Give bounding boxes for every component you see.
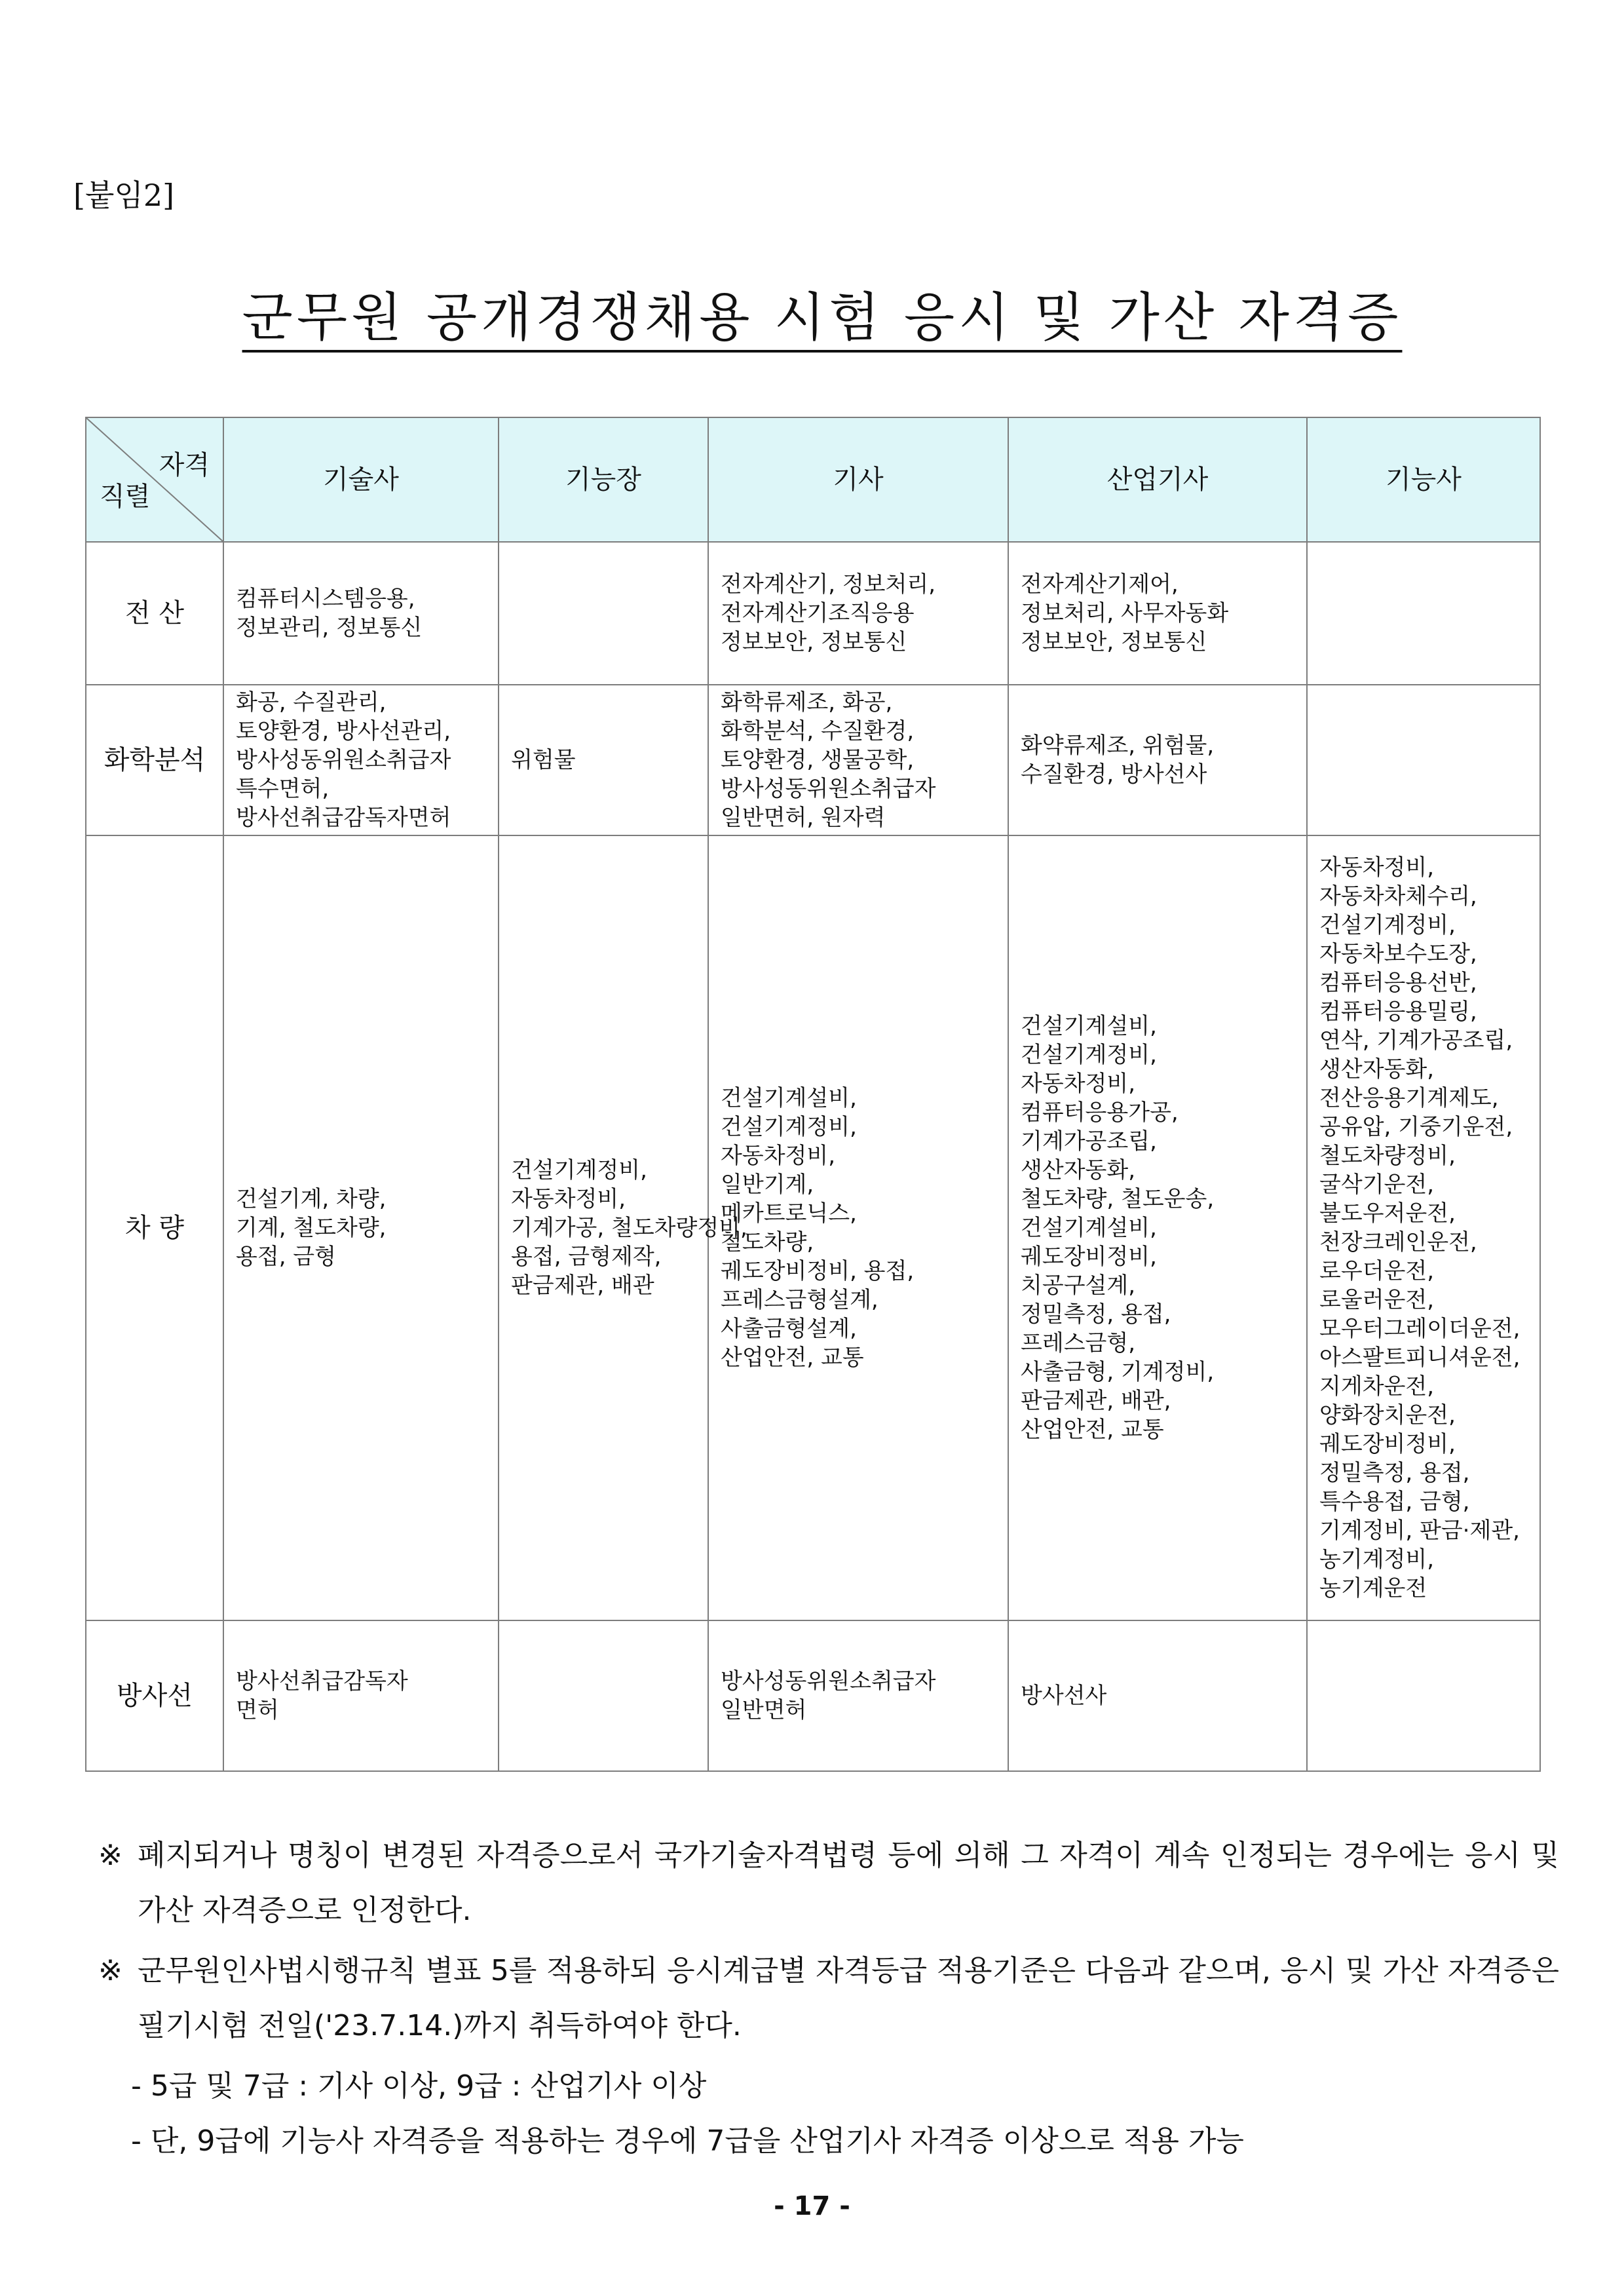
cell-line: 면허 [236,1697,279,1723]
note-mark: ※ [98,1839,123,1872]
table-cell [499,685,708,835]
attachment-label: [붙임2] [73,178,175,213]
cell-line: 자동차정비, [721,1143,836,1169]
table-cell [1307,542,1540,685]
certificate-table [85,417,1541,1772]
note-item [98,1828,1559,1938]
table-cell [499,542,708,685]
cell-line: 일반기계, [721,1172,814,1198]
cell-line: 건설기계정비, [1021,1042,1157,1068]
table-cell [1008,835,1307,1620]
cell-line: 건설기계, 차량, [236,1186,387,1212]
table-cell [499,835,747,1620]
table-cell [223,542,499,685]
cell-line: 메카트로닉스, [721,1200,857,1227]
cell-line: 전자계산기조직응용 [721,600,915,626]
table-cell [1307,685,1540,835]
cell-line: 판금제관, 배관, [1021,1388,1171,1414]
cell-line: 방사성동위원소취급자 [721,1668,936,1694]
cell-line: 자동차정비, [1319,854,1435,881]
cell-line: 정보관리, 정보통신 [236,615,423,641]
cell-line: 산업안전, 교통 [1021,1417,1164,1443]
cell-line: 치공구설계, [1021,1272,1136,1299]
table-corner-cell [86,417,223,542]
cell-line: 공유압, 기중기운전, [1319,1114,1513,1140]
cell-line: 궤도장비정비, 용접, [721,1258,915,1284]
table-cell [1307,835,1540,1620]
column-header: 기술사 [223,417,499,542]
table-header-row [86,417,1540,542]
cell-line: 일반면허, 원자력 [721,805,886,831]
cell-line: 프레스금형, [1021,1330,1136,1356]
cell-line: 지게차운전, [1319,1373,1435,1400]
cell-line: 토양환경, 생물공학, [721,747,915,773]
cell-line: 불도우저운전, [1319,1200,1456,1227]
cell-line: 정밀측정, 용접, [1319,1460,1470,1486]
cell-line: 자동차차체수리, [1319,883,1477,909]
column-header: 기능사 [1307,417,1540,542]
cell-line: 건설기계설비, [1021,1215,1157,1241]
note-text: 군무원인사법시행규칙 별표 5를 적용하되 응시계급별 자격등급 적용기준은 다음과 같으며, 응시 및 가산 자격증은 필기시험 전일('23.7.14.)까지 취득하여야 한다. [138,1954,1559,2042]
column-header: 기능장 [499,417,708,542]
cell-line: 토양환경, 방사선관리, [236,718,451,744]
cell-line: 건설기계정비, [511,1157,647,1183]
sub-note: - 단, 9급에 기능사 자격증을 적용하는 경우에 7급을 산업기사 자격증 이상으로 적용 가능 [131,2124,1244,2158]
cell-line: 자동차보수도장, [1319,941,1477,967]
cell-line: 방사선취급감독자면허 [236,805,451,831]
cell-line: 컴퓨터응용선반, [1319,970,1477,996]
cell-line: 기계가공조립, [1021,1128,1157,1155]
sub-note: - 5급 및 7급 : 기사 이상, 9급 : 산업기사 이상 [131,2069,707,2103]
table-row [86,685,1540,835]
table-cell [708,1620,1008,1771]
cell-line: 연삭, 기계가공조립, [1319,1027,1513,1054]
table-cell [1008,1620,1307,1771]
row-header: 전 산 [86,542,223,685]
cell-line: 산업안전, 교통 [721,1345,864,1371]
table-cell [223,835,499,1620]
cell-line: 건설기계정비, [1319,912,1456,938]
cell-line: 철도차량, [721,1229,814,1255]
cell-line: 컴퓨터응용밀링, [1319,999,1477,1025]
cell-line: 정보처리, 사무자동화 [1021,600,1229,626]
cell-line: 특수면허, [236,776,330,802]
table-row [86,542,1540,685]
cell-line: 방사성동위원소취급자 [721,776,936,802]
cell-line: 용접, 금형제작, [511,1244,662,1270]
cell-line: 화공, 수질관리, [236,689,387,716]
cell-line: 프레스금형설계, [721,1287,878,1313]
cell-line: 농기계정비, [1319,1546,1435,1573]
cell-line: 화학류제조, 화공, [721,689,893,716]
cell-line: 화약류제조, 위험물, [1021,733,1215,759]
cell-line: 기계, 철도차량, [236,1215,387,1241]
cell-line: 기계정비, 판금·제관, [1319,1518,1520,1544]
cell-line: 농기계운전 [1319,1575,1427,1601]
cell-line: 방사선취급감독자 [236,1668,408,1694]
notes-section [98,1828,1559,2169]
cell-line: 정보보안, 정보통신 [721,629,907,655]
cell-line: 수질환경, 방사선사 [1021,761,1207,788]
column-header: 기사 [708,417,1008,542]
cell-line: 철도차량정비, [1319,1143,1456,1169]
cell-line: 컴퓨터응용가공, [1021,1100,1179,1126]
column-header: 산업기사 [1008,417,1307,542]
cell-line: 건설기계설비, [721,1085,857,1111]
cell-line: 궤도장비정비, [1319,1431,1456,1457]
table-cell [708,685,1008,835]
cell-line: 화학분석, 수질환경, [721,718,915,744]
cell-line: 사출금형설계, [721,1316,857,1342]
table-row [86,835,1540,1620]
cell-line: 정보보안, 정보통신 [1021,629,1207,655]
cell-line: 전자계산기, 정보처리, [721,571,936,598]
cell-line: 아스팔트피니셔운전, [1319,1345,1520,1371]
cell-line: 전산응용기계제도, [1319,1085,1499,1111]
cell-line: 생산자동화, [1319,1056,1435,1082]
cell-line: 사출금형, 기계정비, [1021,1359,1215,1385]
row-header: 화학분석 [86,685,223,835]
table-cell [708,542,1008,685]
cell-line: 천장크레인운전, [1319,1229,1477,1255]
cell-line: 판금제관, 배관 [511,1272,654,1299]
table-cell [1307,1620,1540,1771]
note-mark: ※ [98,1954,123,1987]
table-row [86,1620,1540,1771]
cell-line: 건설기계설비, [1021,1013,1157,1039]
page-title: 군무원 공개경쟁채용 시험 응시 및 가산 자격증 [242,287,1403,348]
table-cell [1008,685,1307,835]
row-header: 방사선 [86,1620,223,1771]
cell-line: 굴삭기운전, [1319,1172,1435,1198]
table-cell [499,1620,708,1771]
cell-line: 모우터그레이더운전, [1319,1316,1520,1342]
cell-line: 위험물 [511,747,576,773]
cell-line: 정밀측정, 용접, [1021,1301,1171,1328]
cell-line: 로우더운전, [1319,1258,1435,1284]
table-cell [708,835,1008,1620]
note-text: 폐지되거나 명칭이 변경된 자격증으로서 국가기술자격법령 등에 의해 그 자격이 계속 인정되는 경우에는 응시 및 가산 자격증으로 인정한다. [138,1839,1559,1927]
page-number: - 17 - [774,2191,850,2221]
cell-line: 자동차정비, [1021,1071,1136,1097]
cell-line: 용접, 금형 [236,1244,336,1270]
cell-line: 로울러운전, [1319,1287,1435,1313]
table-cell [223,1620,499,1771]
cell-line: 궤도장비정비, [1021,1244,1157,1270]
corner-label-qualification: 자격 [159,450,210,480]
cell-line: 방사선사 [1021,1683,1107,1709]
note-item [98,1943,1559,2054]
cell-line: 일반면허 [721,1697,807,1723]
cell-line: 자동차정비, [511,1186,626,1212]
cell-line: 철도차량, 철도운송, [1021,1186,1215,1212]
cell-line: 방사성동위원소취급자 [236,747,451,773]
corner-label-series: 직렬 [100,482,151,512]
cell-line: 전자계산기제어, [1021,571,1179,598]
cell-line: 생산자동화, [1021,1157,1136,1183]
table-cell [223,685,499,835]
cell-line: 건설기계정비, [721,1114,857,1140]
cell-line: 특수용접, 금형, [1319,1489,1470,1515]
cell-line: 기계가공, 철도차량정비, [511,1215,747,1241]
row-header: 차 량 [86,835,223,1620]
cell-line: 양화장치운전, [1319,1402,1456,1428]
cell-line: 컴퓨터시스템응용, [236,586,415,612]
table-cell [1008,542,1307,685]
